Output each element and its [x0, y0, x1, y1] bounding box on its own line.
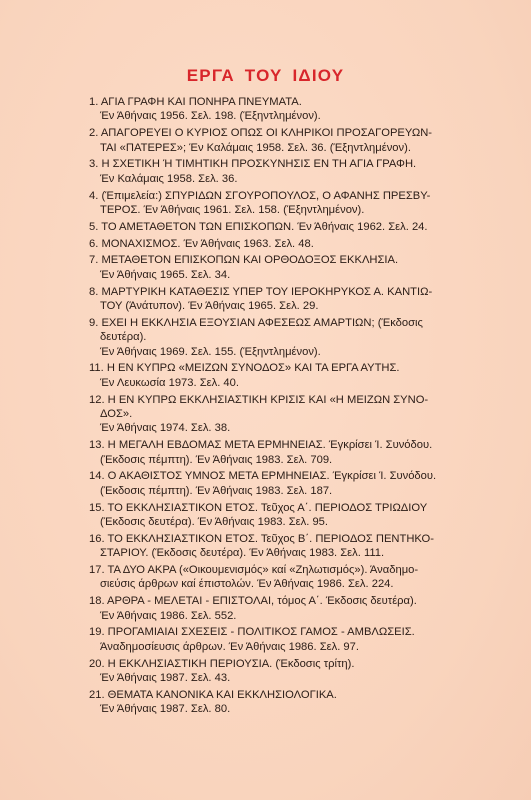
work-entry	[89, 594, 509, 623]
work-entry	[89, 189, 509, 218]
work-entry-details: Έν Άθήναις 1956. Σελ. 198. (Έξηντλημένον).	[100, 110, 321, 123]
work-entry-details: Άναδημοσίευσις άρθρων. Έν Άθήναις 1986. Σελ. 97.	[100, 640, 359, 653]
work-entry-details: Έν Καλάμαις 1958. Σελ. 36.	[100, 172, 238, 185]
work-entry	[89, 220, 509, 234]
work-entry	[89, 625, 509, 654]
work-entry	[89, 501, 509, 530]
work-entry	[89, 361, 509, 390]
work-entry-title: 4. (Έπιμελεία:) ΣΠΥΡΙΔΩΝ ΣΓΟΥΡΟΠΟΥΛΟΣ, Ο ΑΦΑΝΗΣ ΠΡΕΣΒΥ-	[89, 189, 431, 202]
work-entry-details: Έν Άθήναις 1987. Σελ. 80.	[100, 703, 231, 716]
work-entry-title: 19. ΠΡΟΓΑΜΙΑΙΑΙ ΣΧΕΣΕΙΣ - ΠΟΛΙΤΙΚΟΣ ΓΑΜΟΣ - ΑΜΒΛΩΣΕΙΣ.	[89, 626, 415, 639]
work-entry-details: σιεύσις άρθρων καί έπιστολών. Έν Άθήναις 1986. Σελ. 224.	[100, 578, 394, 591]
work-entry	[89, 237, 509, 251]
work-entry	[89, 563, 509, 592]
work-entry-details: (Έκδοσις δευτέρα). Έν Άθήναις 1983. Σελ. 95.	[100, 516, 328, 529]
work-entry	[89, 316, 509, 359]
work-entry-details: Έν Άθήναις 1987. Σελ. 43.	[100, 672, 231, 685]
work-entry-title: 13. Η ΜΕΓΑΛΗ ΕΒΔΟΜΑΣ ΜΕΤΑ ΕΡΜΗΝΕΙΑΣ. Έγκρίσει Ί. Συνόδου.	[89, 439, 433, 452]
work-entry-details: (Έκδοσις πέμπτη). Έν Άθήναις 1983. Σελ. 187.	[100, 484, 333, 497]
work-entry-details: Έν Άθήναις 1986. Σελ. 552.	[100, 609, 237, 622]
work-entry	[89, 438, 509, 467]
work-entry-title: 21. ΘΕΜΑΤΑ ΚΑΝΟΝΙΚΑ ΚΑΙ ΕΚΚΛΗΣΙΟΛΟΓΙΚΑ.	[89, 688, 337, 701]
work-entry	[89, 285, 509, 314]
work-entry-details: ΤΕΡΟΣ. Έν Άθήναις 1961. Σελ. 158. (Έξηντλημένον).	[100, 204, 365, 217]
work-entry-details: (Έκδοσις πέμπτη). Έν Άθήναις 1983. Σελ. 709.	[100, 453, 333, 466]
work-entry	[89, 95, 509, 124]
work-entry-title: 16. ΤΟ ΕΚΚΛΗΣΙΑΣΤΙΚΟΝ ΕΤΟΣ. Τεῦχος Β΄. ΠΕΡΙΟΔΟΣ ΠΕΝΤΗΚΟ-	[89, 532, 434, 545]
work-entry-details: ΔΟΣ».	[100, 408, 133, 421]
work-entry	[89, 393, 509, 436]
work-entry	[89, 157, 509, 186]
work-entry-details: δευτέρα).	[100, 331, 147, 344]
works-list	[89, 95, 509, 719]
work-entry-title: 5. ΤΟ ΑΜΕΤΑΘΕΤΟΝ ΤΩΝ ΕΠΙΣΚΟΠΩΝ. Έν Άθήναις 1962. Σελ. 24.	[89, 220, 428, 233]
work-entry-title: 9. ΕΧΕΙ Η ΕΚΚΛΗΣΙΑ ΕΞΟΥΣΙΑΝ ΑΦΕΣΕΩΣ ΑΜΑΡΤΙΩΝ; (Έκδοσις	[89, 316, 423, 329]
work-entry-title: 15. ΤΟ ΕΚΚΛΗΣΙΑΣΤΙΚΟΝ ΕΤΟΣ. Τεῦχος Α΄. ΠΕΡΙΟΔΟΣ ΤΡΙΩΔΙΟΥ	[89, 501, 428, 514]
work-entry-title: 8. ΜΑΡΤΥΡΙΚΗ ΚΑΤΑΘΕΣΙΣ ΥΠΕΡ ΤΟΥ ΙΕΡΟΚΗΡΥΚΟΣ Α. ΚΑΝΤΙΩ-	[89, 285, 433, 298]
page-title: ΕΡΓΑ ΤΟΥ ΙΔΙΟΥ	[186, 66, 345, 85]
work-entry-title: 11. Η ΕΝ ΚΥΠΡΩ «ΜΕΙΖΩΝ ΣΥΝΟΔΟΣ» ΚΑΙ ΤΑ ΕΡΓΑ ΑΥΤΗΣ.	[89, 362, 400, 375]
work-entry-title: 1. ΑΓΙΑ ΓΡΑΦΗ ΚΑΙ ΠΟΝΗΡΑ ΠΝΕΥΜΑΤΑ.	[89, 96, 302, 108]
work-entry-details: Έν Λευκωσία 1973. Σελ. 40.	[100, 376, 239, 389]
work-entry-title: 7. ΜΕΤΑΘΕΤΟΝ ΕΠΙΣΚΟΠΩΝ ΚΑΙ ΟΡΘΟΔΟΞΟΣ ΕΚΚΛΗΣΙΑ.	[89, 254, 399, 267]
work-entry-title: 20. Η ΕΚΚΛΗΣΙΑΣΤΙΚΗ ΠΕΡΙΟΥΣΙΑ. (Έκδοσις τρίτη).	[89, 657, 355, 670]
work-entry	[89, 532, 509, 561]
work-entry-title: 17. ΤΑ ΔΥΟ ΑΚΡΑ («Οικουμενισμός» καί «Ζηλωτισμός»). Άναδημο-	[89, 564, 419, 577]
work-entry-details: ΤΟΥ (Άνάτυπον). Έν Άθήναις 1965. Σελ. 29.	[100, 300, 319, 313]
work-entry-title: 18. ΑΡΘΡΑ - ΜΕΛΕΤΑΙ - ΕΠΙΣΤΟΛΑΙ, τόμος Α΄. Έκδοσις δευτέρα).	[89, 595, 417, 608]
work-entry	[89, 253, 509, 282]
work-entry-details: Έν Άθήναις 1974. Σελ. 38.	[100, 422, 231, 435]
work-entry	[89, 688, 509, 717]
work-entry-details: Έν Άθήναις 1969. Σελ. 155. (Έξηντλημένον).	[100, 345, 321, 358]
work-entry-title: 3. Η ΣΧΕΤΙΚΗ Ή ΤΙΜΗΤΙΚΗ ΠΡΟΣΚΥΝΗΣΙΣ ΕΝ ΤΗ ΑΓΙΑ ΓΡΑΦΗ.	[89, 158, 417, 171]
work-entry-title: 12. Η ΕΝ ΚΥΠΡΩ ΕΚΚΛΗΣΙΑΣΤΙΚΗ ΚΡΙΣΙΣ ΚΑΙ «Η ΜΕΙΖΩΝ ΣΥΝΟ-	[89, 393, 429, 406]
work-entry-title: 2. ΑΠΑΓΟΡΕΥΕΙ Ο ΚΥΡΙΟΣ ΟΠΩΣ ΟΙ ΚΛΗΡΙΚΟΙ ΠΡΟΣΑΓΟΡΕΥΩΝ-	[89, 127, 432, 140]
work-entry-details: ΤΑΙ «ΠΑΤΕΡΕΣ»; Έν Καλάμαις 1958. Σελ. 36. (Έξηντλημένον).	[100, 141, 411, 154]
work-entry	[89, 126, 509, 155]
work-entry	[89, 469, 509, 498]
work-entry-title: 14. Ο ΑΚΑΘΙΣΤΟΣ ΥΜΝΟΣ ΜΕΤΑ ΕΡΜΗΝΕΙΑΣ. Έγκρίσει Ί. Συνόδου.	[89, 470, 437, 483]
work-entry-details: ΣΤΑΡΙΟΥ. (Έκδοσις δευτέρα). Έν Άθήναις 1983. Σελ. 111.	[100, 547, 385, 560]
work-entry-title: 6. ΜΟΝΑΧΙΣΜΟΣ. Έν Άθήναις 1963. Σελ. 48.	[89, 237, 314, 250]
work-entry	[89, 657, 509, 686]
work-entry-details: Έν Άθήναις 1965. Σελ. 34.	[100, 268, 231, 281]
